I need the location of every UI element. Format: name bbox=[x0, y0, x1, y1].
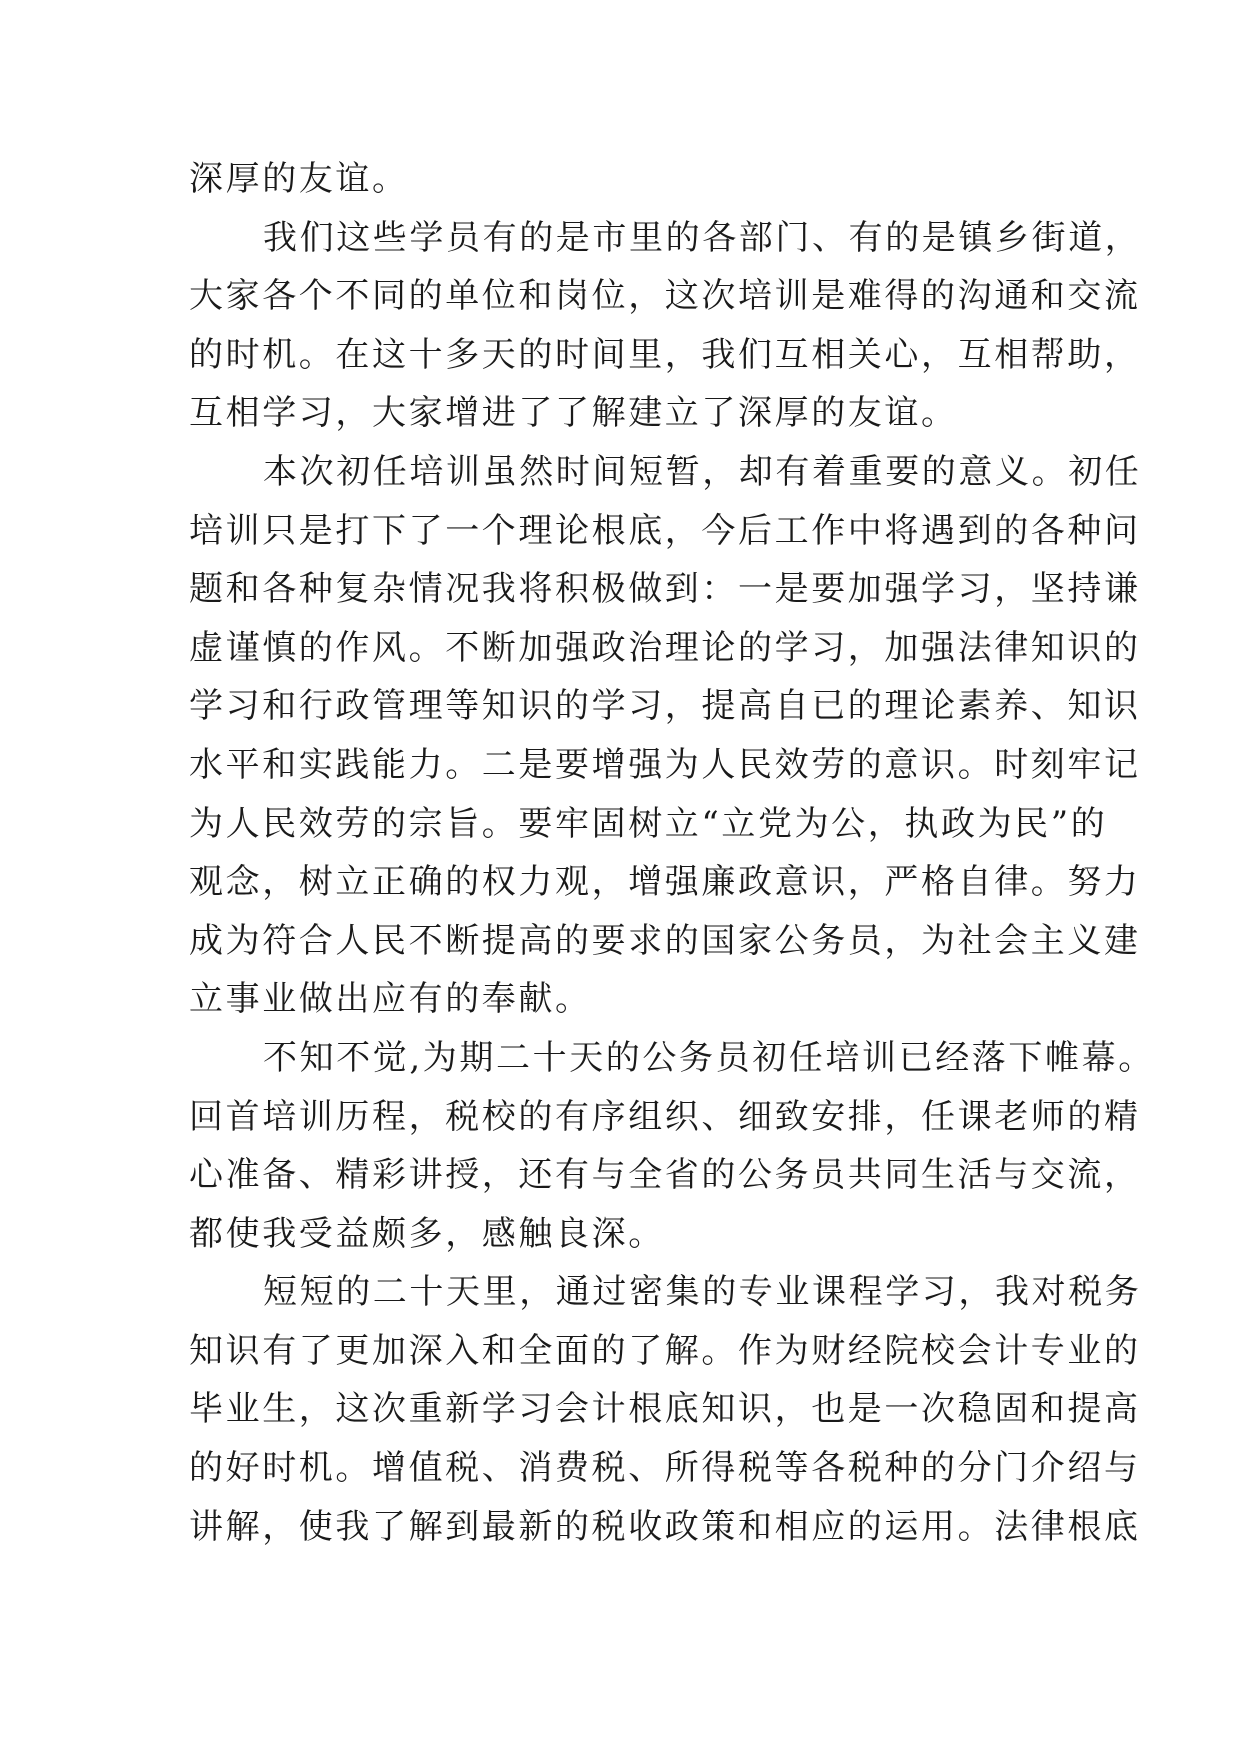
text-line: 我们这些学员有的是市里的各部门、有的是镇乡街道， bbox=[263, 217, 1142, 258]
text-line: 都使我受益颇多，感触良深。 bbox=[189, 1213, 665, 1254]
text-line: 深厚的友谊。 bbox=[189, 159, 409, 199]
text-line: 回首培训历程，税校的有序组织、细致安排，任课老师的精 bbox=[189, 1096, 1141, 1137]
text-line: 为人民效劳的宗旨。要牢固树立“立党为公，执政为民”的 bbox=[189, 803, 1108, 844]
text-line: 心准备、精彩讲授，还有与全省的公务员共同生活与交流， bbox=[189, 1155, 1141, 1196]
text-line: 培训只是打下了一个理论根底，今后工作中将遇到的各种问 bbox=[189, 510, 1141, 551]
text-line: 的好时机。增值税、消费税、所得税等各税种的分门介绍与 bbox=[189, 1448, 1141, 1489]
text-line: 观念，树立正确的权力观，增强廉政意识，严格自律。努力 bbox=[189, 862, 1141, 903]
text-line: 的时机。在这十多天的时间里，我们互相关心，互相帮助， bbox=[189, 334, 1141, 375]
text-line: 本次初任培训虽然时间短暂，却有着重要的意义。初任 bbox=[263, 451, 1142, 492]
text-line: 讲解，使我了解到最新的税收政策和相应的运用。法律根底 bbox=[189, 1506, 1141, 1547]
text-line: 不知不觉,为期二十天的公务员初任培训已经落下帷幕。 bbox=[263, 1037, 1155, 1078]
text-line: 短短的二十天里，通过密集的专业课程学习，我对税务 bbox=[263, 1272, 1142, 1313]
text-line: 毕业生，这次重新学习会计根底知识，也是一次稳固和提高 bbox=[189, 1389, 1141, 1430]
text-line: 学习和行政管理等知识的学习，提高自已的理论素养、知识 bbox=[189, 686, 1141, 727]
text-line: 题和各种复杂情况我将积极做到：一是要加强学习，坚持谦 bbox=[189, 569, 1141, 610]
text-line: 立事业做出应有的奉献。 bbox=[189, 979, 592, 1020]
text-line: 大家各个不同的单位和岗位，这次培训是难得的沟通和交流 bbox=[189, 276, 1141, 317]
text-line: 知识有了更加深入和全面的了解。作为财经院校会计专业的 bbox=[189, 1330, 1141, 1371]
text-line: 成为符合人民不断提高的要求的国家公务员，为社会主义建 bbox=[189, 920, 1141, 961]
text-line: 虚谨慎的作风。不断加强政治理论的学习，加强法律知识的 bbox=[189, 627, 1141, 668]
text-line: 水平和实践能力。二是要增强为人民效劳的意识。时刻牢记 bbox=[189, 744, 1141, 785]
text-line: 互相学习，大家增进了了解建立了深厚的友谊。 bbox=[189, 393, 958, 434]
body-text bbox=[189, 150, 1155, 1556]
